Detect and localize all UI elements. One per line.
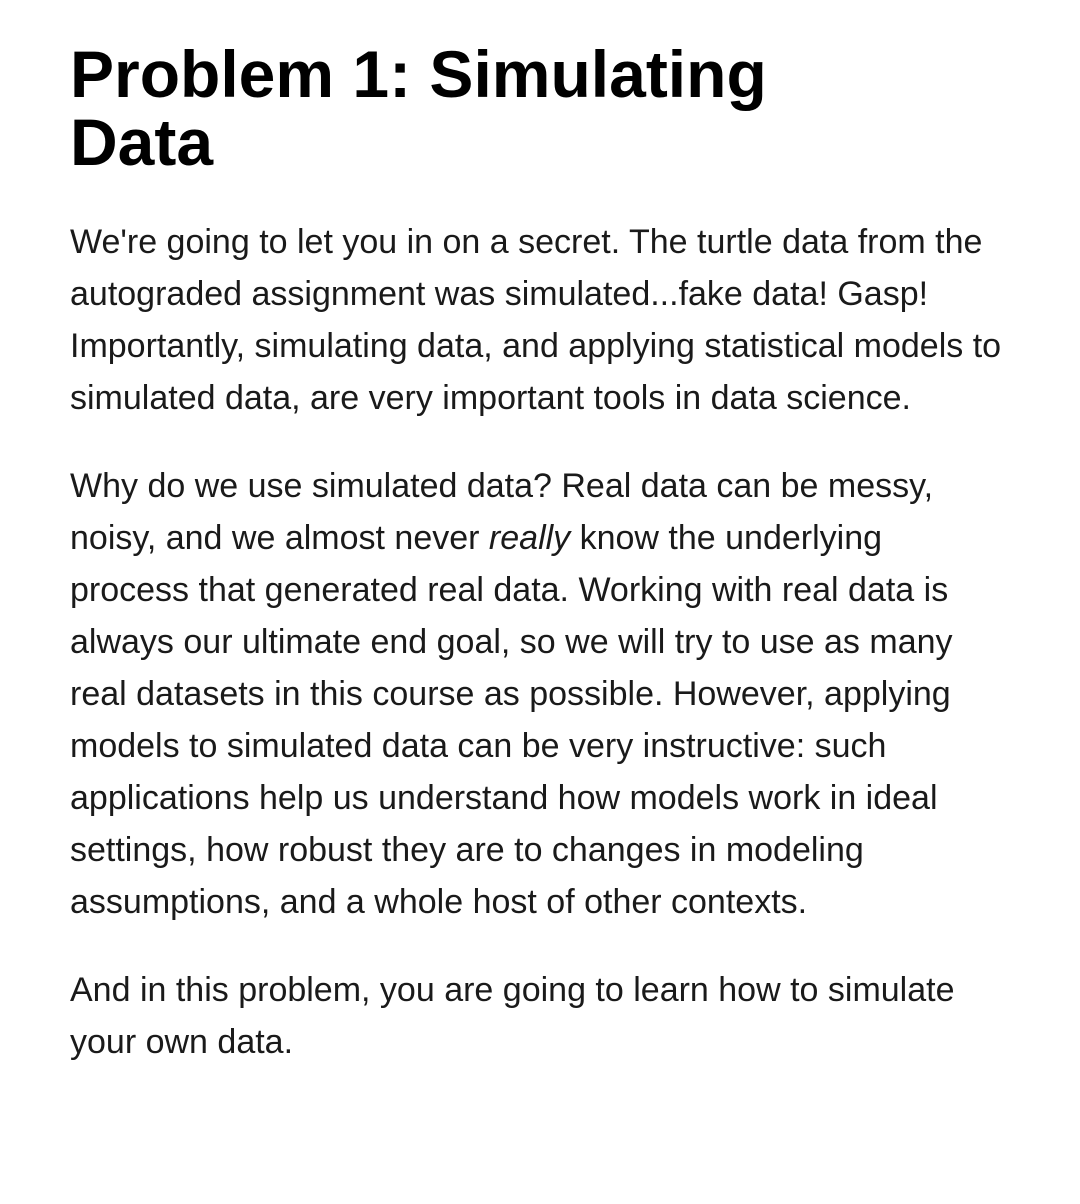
- emphasis-really: really: [488, 519, 571, 557]
- page-title: Problem 1: Simulating Data: [70, 37, 767, 179]
- paragraph-why-simulate: [70, 460, 1010, 928]
- paragraph-text-before: Why do we use simulated data? Real data can be messy, noisy, and we almost never: [70, 467, 934, 557]
- document-page: [70, 37, 1010, 1104]
- paragraph-closing: And in this problem, you are going to learn how to simulate your own data.: [70, 971, 955, 1061]
- paragraph-intro: We're going to let you in on a secret. The turtle data from the autograded assignment was simulated...fake data! Gasp! Importantly, simulating data, and applying statistical models to simulated data, are very important tools in data science.: [70, 223, 1002, 417]
- paragraph-text-after: know the underlying process that generated real data. Working with real data is always our ultimate end goal, so we will try to use as many real datasets in this course as possible. However, applying models to simulated data can be very instructive: such applications help us understand how models work in ideal settings, how robust they are to changes in modeling assumptions, and a whole host of other contexts.: [70, 519, 953, 921]
